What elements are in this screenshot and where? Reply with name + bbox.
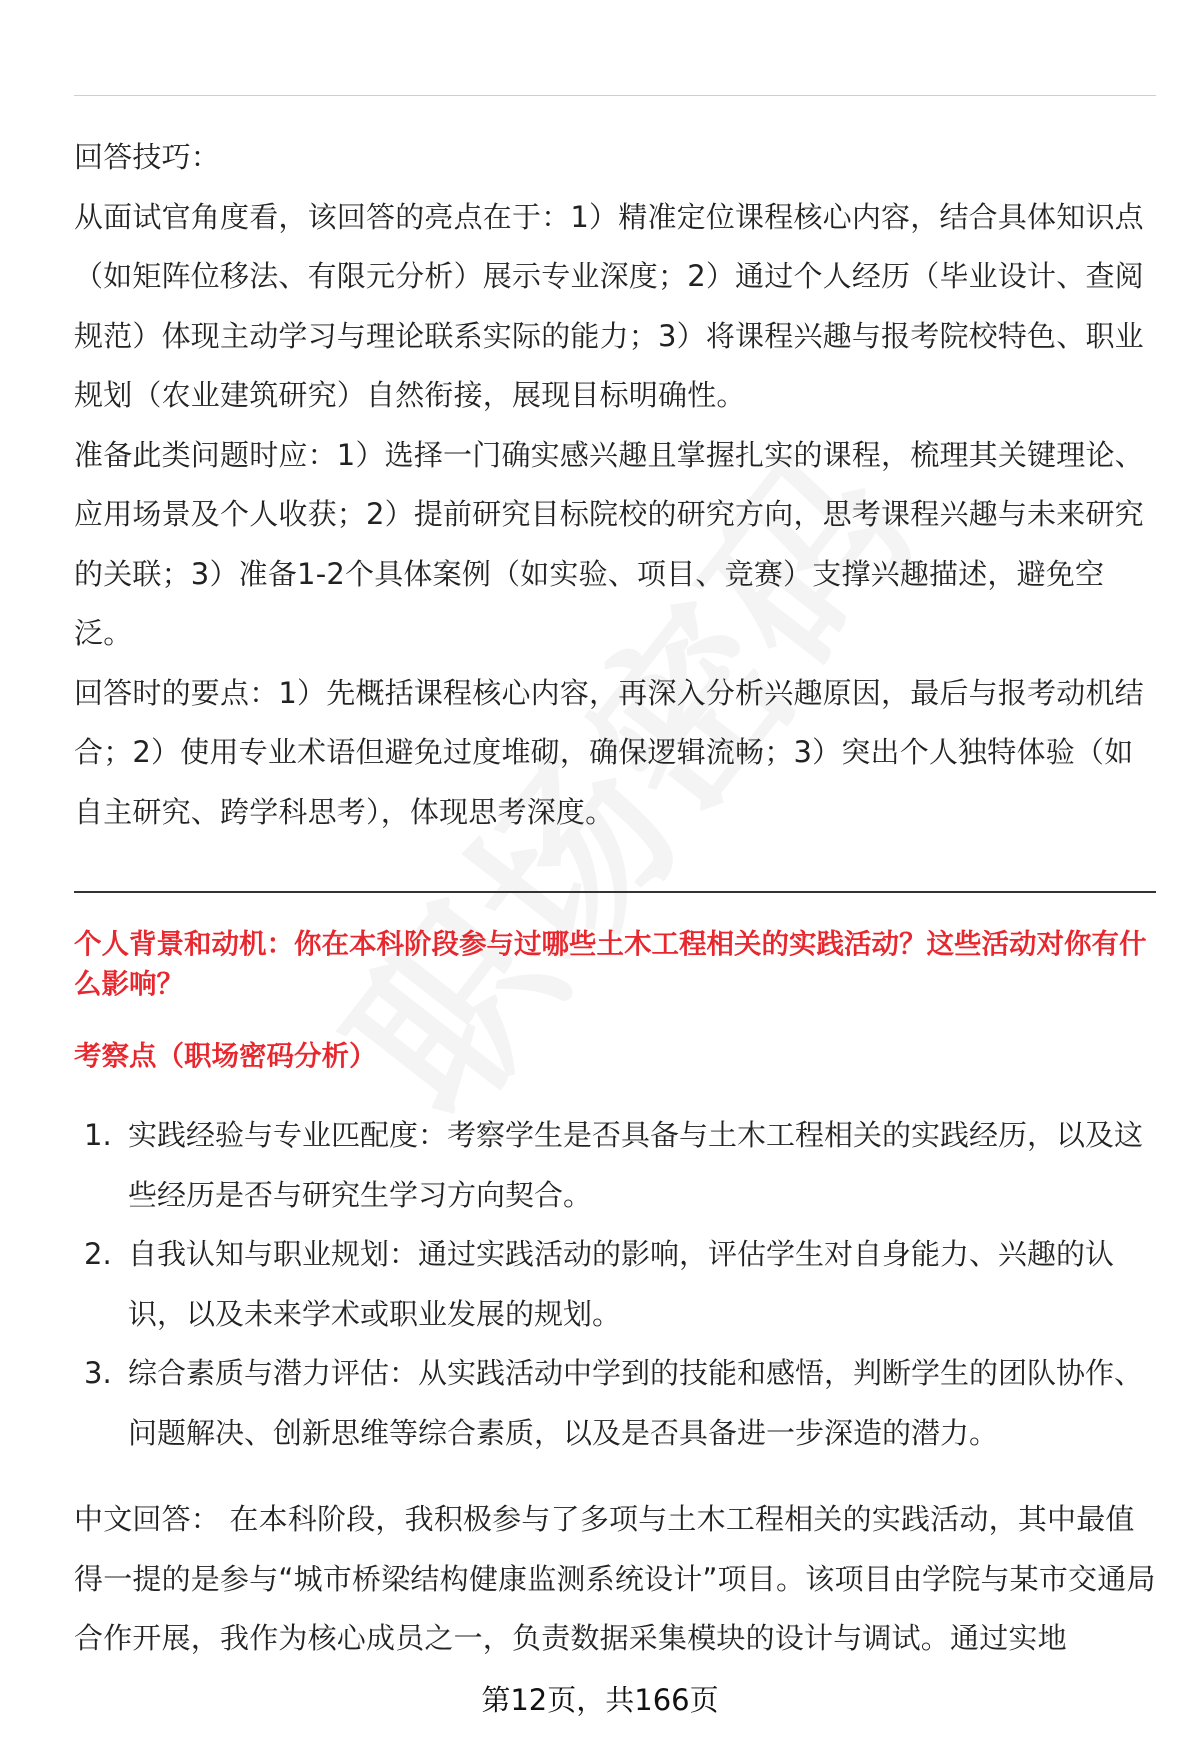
focus-heading: 考察点（职场密码分析） xyxy=(74,1040,377,1072)
list-item xyxy=(74,1225,1156,1344)
list-number: 2. xyxy=(84,1237,112,1271)
tips-paragraph-1: 从面试官角度看，该回答的亮点在于：1）精准定位课程核心内容，结合具体知识点（如矩阵位移法、有限元分析）展示专业深度；2）通过个人经历（毕业设计、查阅规范）体现主动学习与理论联系实际的能力；3）将课程兴趣与报考院校特色、职业规划（农业建筑研究）自然衔接，展现目标明确性。 xyxy=(74,199,1144,412)
tips-heading: 回答技巧： xyxy=(74,140,221,174)
focus-list xyxy=(74,1106,1156,1463)
question-title: 个人背景和动机：你在本科阶段参与过哪些土木工程相关的实践活动？这些活动对你有什么影响？ xyxy=(74,928,1147,1000)
answer-tips-section xyxy=(74,128,1156,842)
answer-paragraph: 中文回答： 在本科阶段，我积极参与了多项与土木工程相关的实践活动，其中最值得一提的是参与“城市桥梁结构健康监测系统设计”项目。该项目由学院与某市交通局合作开展，我作为核心成员之一，负责数据采集模块的设计与调试。通过实地 xyxy=(74,1502,1156,1655)
list-text: 自我认知与职业规划：通过实践活动的影响，评估学生对自身能力、兴趣的认识，以及未来学术或职业发展的规划。 xyxy=(128,1237,1115,1331)
section-divider xyxy=(74,891,1156,893)
list-number: 3. xyxy=(84,1356,112,1390)
chinese-answer-section xyxy=(74,1490,1156,1669)
tips-paragraph-2: 准备此类问题时应：1）选择一门确实感兴趣且掌握扎实的课程，梳理其关键理论、应用场景及个人收获；2）提前研究目标院校的研究方向，思考课程兴趣与未来研究的关联；3）准备1-2个具体案例（如实验、项目、竞赛）支撑兴趣描述，避免空泛。 xyxy=(74,437,1144,650)
list-text: 实践经验与专业匹配度：考察学生是否具备与土木工程相关的实践经历，以及这些经历是否与研究生学习方向契合。 xyxy=(128,1118,1144,1212)
list-text: 综合素质与潜力评估：从实践活动中学到的技能和感悟，判断学生的团队协作、问题解决、创新思维等综合素质，以及是否具备进一步深造的潜力。 xyxy=(128,1356,1144,1450)
list-number: 1. xyxy=(84,1118,112,1152)
tips-paragraph-3: 回答时的要点：1）先概括课程核心内容，再深入分析兴趣原因，最后与报考动机结合；2）使用专业术语但避免过度堆砌，确保逻辑流畅；3）突出个人独特体验（如自主研究、跨学科思考），体现思考深度。 xyxy=(74,675,1144,829)
list-item xyxy=(74,1106,1156,1225)
list-item xyxy=(74,1344,1156,1463)
page-number: 第12页，共166页 xyxy=(481,1683,719,1717)
top-divider xyxy=(74,95,1156,96)
